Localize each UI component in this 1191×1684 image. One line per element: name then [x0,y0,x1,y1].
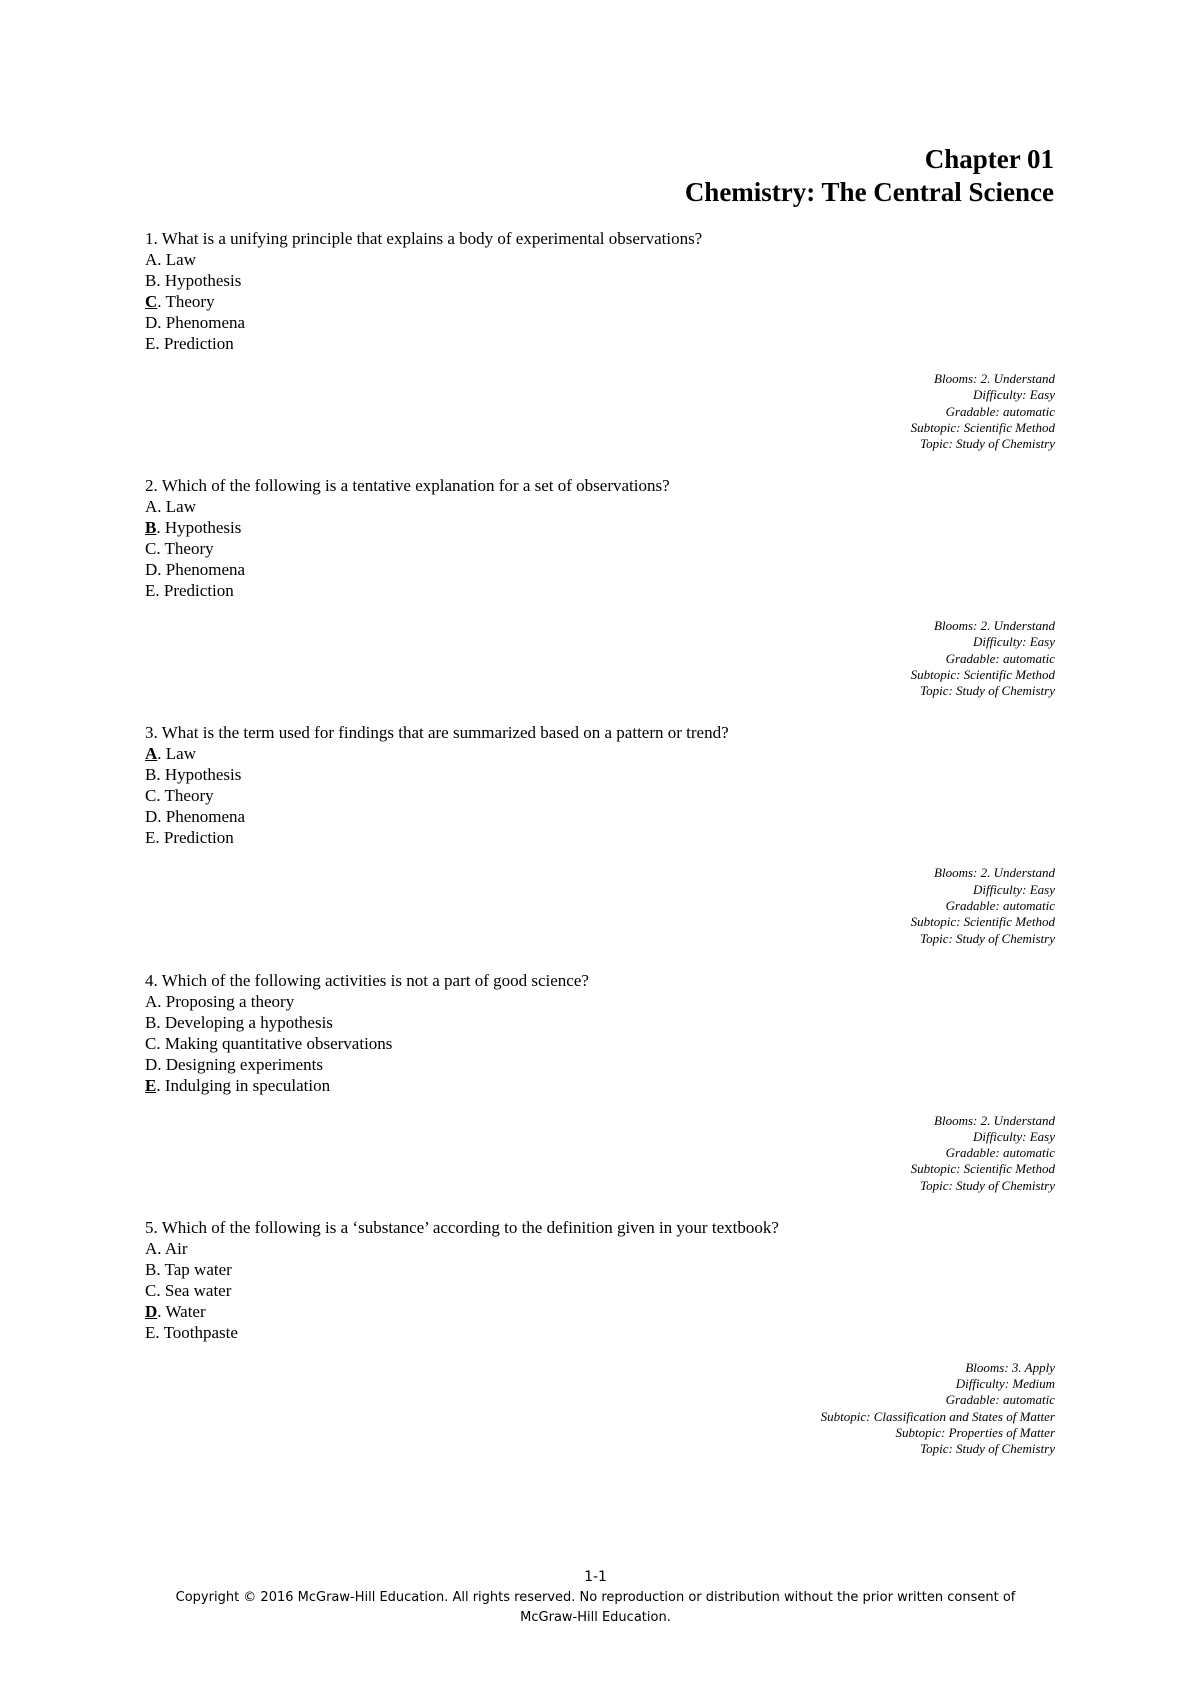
metadata-line: Topic: Study of Chemistry [920,683,1055,699]
option-text: Phenomena [165,313,246,332]
page-footer [0,1567,1191,1628]
metadata-line: Blooms: 3. Apply [965,1359,1055,1375]
option-text: Hypothesis [164,765,242,785]
metadata-line: Difficulty: Easy [973,387,1055,403]
metadata-line: Blooms: 2. Understand [934,618,1055,634]
question-text: 3. What is the term used for findings that are summarized based on a pattern or trend? [145,723,729,743]
option-text: Phenomena [165,560,246,580]
answer-option: B. Hypothesis [145,271,242,290]
answer-option: D. Phenomena [145,560,246,580]
option-letter: B [145,765,157,785]
metadata-line: Difficulty: Easy [973,1128,1055,1144]
metadata-line: Blooms: 2. Understand [934,865,1055,881]
option-text: Hypothesis [164,518,242,538]
option-text: Air [164,1238,188,1258]
question-block [145,228,1055,475]
option-letter: D [145,1301,158,1321]
option-letter: E [145,334,156,353]
metadata-line: Gradable: automatic [945,650,1055,666]
option-letter: D [145,1054,158,1074]
answer-option: E. Prediction [145,828,234,848]
option-text: Theory [165,292,215,311]
metadata-line: Blooms: 2. Understand [934,1112,1055,1128]
option-letter: D [145,807,158,827]
metadata-line: Topic: Study of Chemistry [920,1441,1055,1457]
copyright-line-2: McGraw-Hill Education. [520,1610,671,1625]
option-text: Sea water [164,1280,232,1300]
answer-option: E. Prediction [145,334,234,353]
option-letter: A [145,497,158,517]
answer-option-correct: C. Theory [145,292,215,311]
metadata-line: Topic: Study of Chemistry [920,436,1055,452]
answer-option: A. Law [145,250,196,269]
option-letter: C [145,292,158,311]
option-letter: B [145,518,157,538]
option-letter: D [145,560,158,580]
option-letter: E [145,1322,156,1342]
option-text: Developing a hypothesis [164,1012,333,1032]
option-text: Law [165,497,196,517]
metadata-line: Topic: Study of Chemistry [920,1177,1055,1193]
option-letter: C [145,1280,157,1300]
question-metadata [911,371,1055,452]
answer-option: C. Making quantitative observations [145,1033,393,1053]
option-text: Designing experiments [165,1054,323,1074]
option-letter: C [145,1033,157,1053]
option-text: Prediction [163,334,234,353]
page-number: 1-1 [584,1569,607,1585]
answer-option: A. Proposing a theory [145,991,295,1011]
option-letter: E [145,1075,157,1095]
question-text: 1. What is a unifying principle that explains a body of experimental observations? [145,229,703,248]
question-metadata [911,618,1055,699]
option-text: Prediction [163,581,234,601]
answer-option: C. Theory [145,539,214,559]
option-text: Hypothesis [164,271,242,290]
option-letter: B [145,271,157,290]
answer-option: E. Prediction [145,581,234,601]
option-letter: A [145,991,158,1011]
metadata-line: Subtopic: Classification and States of Matter [820,1408,1055,1424]
question-metadata [911,865,1055,946]
option-letter: C [145,539,157,559]
metadata-line: Blooms: 2. Understand [934,371,1055,386]
question-block [145,722,1055,969]
option-text: Prediction [163,828,234,848]
answer-option: A. Air [145,1238,188,1258]
question-block [145,970,1055,1217]
question-text: 4. Which of the following activities is not a part of good science? [145,970,589,990]
option-text: Theory [164,539,214,559]
metadata-line: Subtopic: Scientific Method [910,1161,1055,1177]
question-block [145,1217,1055,1464]
answer-option-correct: D. Water [145,1301,206,1321]
metadata-line: Gradable: automatic [945,897,1055,913]
metadata-line: Difficulty: Easy [973,634,1055,650]
option-text: Theory [164,786,214,806]
chapter-number: Chapter 01 [924,144,1054,174]
answer-option: B. Hypothesis [145,765,242,785]
answer-option: C. Theory [145,786,214,806]
metadata-line: Subtopic: Scientific Method [910,667,1055,683]
metadata-line: Subtopic: Scientific Method [910,419,1055,435]
question-text: 5. Which of the following is a ‘substance’ according to the definition given in your textbook? [145,1217,779,1237]
metadata-line: Subtopic: Properties of Matter [895,1424,1055,1440]
question-block [145,475,1055,722]
option-text: Water [165,1301,206,1321]
question-list [145,228,1055,1464]
option-letter: A [145,744,158,764]
answer-option-correct: A. Law [145,744,196,764]
chapter-title: Chemistry: The Central Science [684,177,1054,207]
answer-option: D. Designing experiments [145,1054,323,1074]
copyright-line-1: Copyright © 2016 McGraw-Hill Education. All rights reserved. No reproduction or distribution without the prior written consent of [175,1590,1016,1605]
option-text: Toothpaste [163,1322,238,1342]
option-text: Phenomena [165,807,246,827]
option-text: Tap water [164,1259,232,1279]
option-letter: D [145,313,158,332]
option-text: Making quantitative observations [164,1033,393,1053]
option-letter: A [145,250,158,269]
option-letter: E [145,581,156,601]
option-text: Law [165,250,196,269]
answer-option: E. Toothpaste [145,1322,238,1342]
option-letter: E [145,828,156,848]
option-text: Law [165,744,196,764]
metadata-line: Difficulty: Medium [955,1376,1055,1392]
chapter-header [685,143,1054,209]
answer-option: A. Law [145,497,196,517]
metadata-line: Difficulty: Easy [973,881,1055,897]
option-letter: A [145,1238,158,1258]
answer-option: D. Phenomena [145,313,246,332]
option-letter: B [145,1012,157,1032]
option-text: Indulging in speculation [164,1075,331,1095]
answer-option-correct: E. Indulging in speculation [145,1075,331,1095]
answer-option: B. Tap water [145,1259,232,1279]
answer-option: D. Phenomena [145,807,246,827]
option-text: Proposing a theory [165,991,295,1011]
metadata-line: Subtopic: Scientific Method [910,914,1055,930]
answer-option-correct: B. Hypothesis [145,518,242,538]
metadata-line: Gradable: automatic [945,1392,1055,1408]
answer-option: C. Sea water [145,1280,232,1300]
metadata-line: Gradable: automatic [945,403,1055,419]
option-letter: C [145,786,157,806]
answer-option: B. Developing a hypothesis [145,1012,333,1032]
metadata-line: Gradable: automatic [945,1145,1055,1161]
question-metadata [821,1360,1055,1458]
question-metadata [911,1113,1055,1194]
question-text: 2. Which of the following is a tentative explanation for a set of observations? [145,476,670,496]
metadata-line: Topic: Study of Chemistry [920,930,1055,946]
option-letter: B [145,1259,157,1279]
